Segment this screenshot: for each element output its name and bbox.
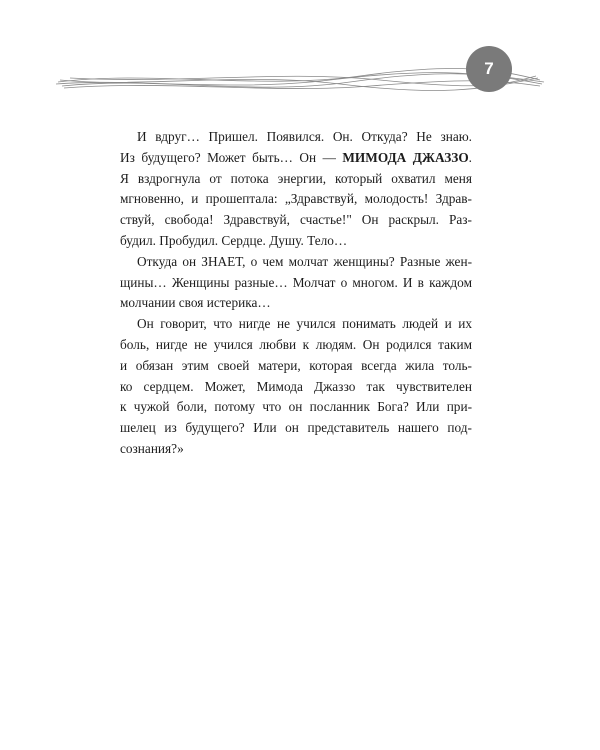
name-emphasis: МИМОДА ДЖАЗЗО (342, 149, 469, 165)
text-line: боль, нигде не учился любви к людям. Он родился таким (120, 336, 472, 352)
page-header (0, 0, 600, 110)
text-span: Из будущего? Может быть… Он — (120, 149, 343, 165)
text-line: ко сердцем. Может, Мимода Джаззо так чувствителен (120, 378, 472, 394)
text-line: молчании своя истерика… (120, 295, 271, 311)
paragraph-2 (120, 252, 472, 314)
text-line: щины… Женщины разные… Молчат о многом. И в каждом (120, 274, 472, 290)
text-span: . (468, 149, 472, 165)
paragraph-1 (120, 127, 472, 252)
text-line: Он говорит, что нигде не учился понимать людей и их (137, 316, 472, 332)
text-line (120, 148, 472, 169)
text-line: ствуй, свобода! Здравствуй, счастье!" Он раскрыл. Раз- (120, 212, 472, 228)
paragraph-3 (120, 314, 472, 460)
text-line: мгновенно, и прошептала: „Здравствуй, молодость! Здрав- (120, 191, 472, 207)
text-line: сознания?» (120, 440, 184, 456)
body-text (120, 127, 472, 460)
text-line: Я вздрогнула от потока энергии, который охватил меня (120, 170, 472, 186)
wavy-rule-ornament (0, 0, 600, 110)
text-line: к чужой боли, потому что он посланник Бога? Или при- (120, 399, 472, 415)
text-line: Откуда он ЗНАЕТ, о чем молчат женщины? Разные жен- (137, 253, 472, 269)
text-line: будил. Пробудил. Сердце. Душу. Тело… (120, 232, 348, 248)
page-number-badge: 7 (466, 46, 512, 92)
text-line: и обязан этим своей матери, которая всегда жила толь- (120, 357, 472, 373)
text-line: шелец из будущего? Или он представитель нашего под- (120, 420, 472, 436)
text-line: И вдруг… Пришел. Появился. Он. Откуда? Не знаю. (137, 129, 472, 144)
